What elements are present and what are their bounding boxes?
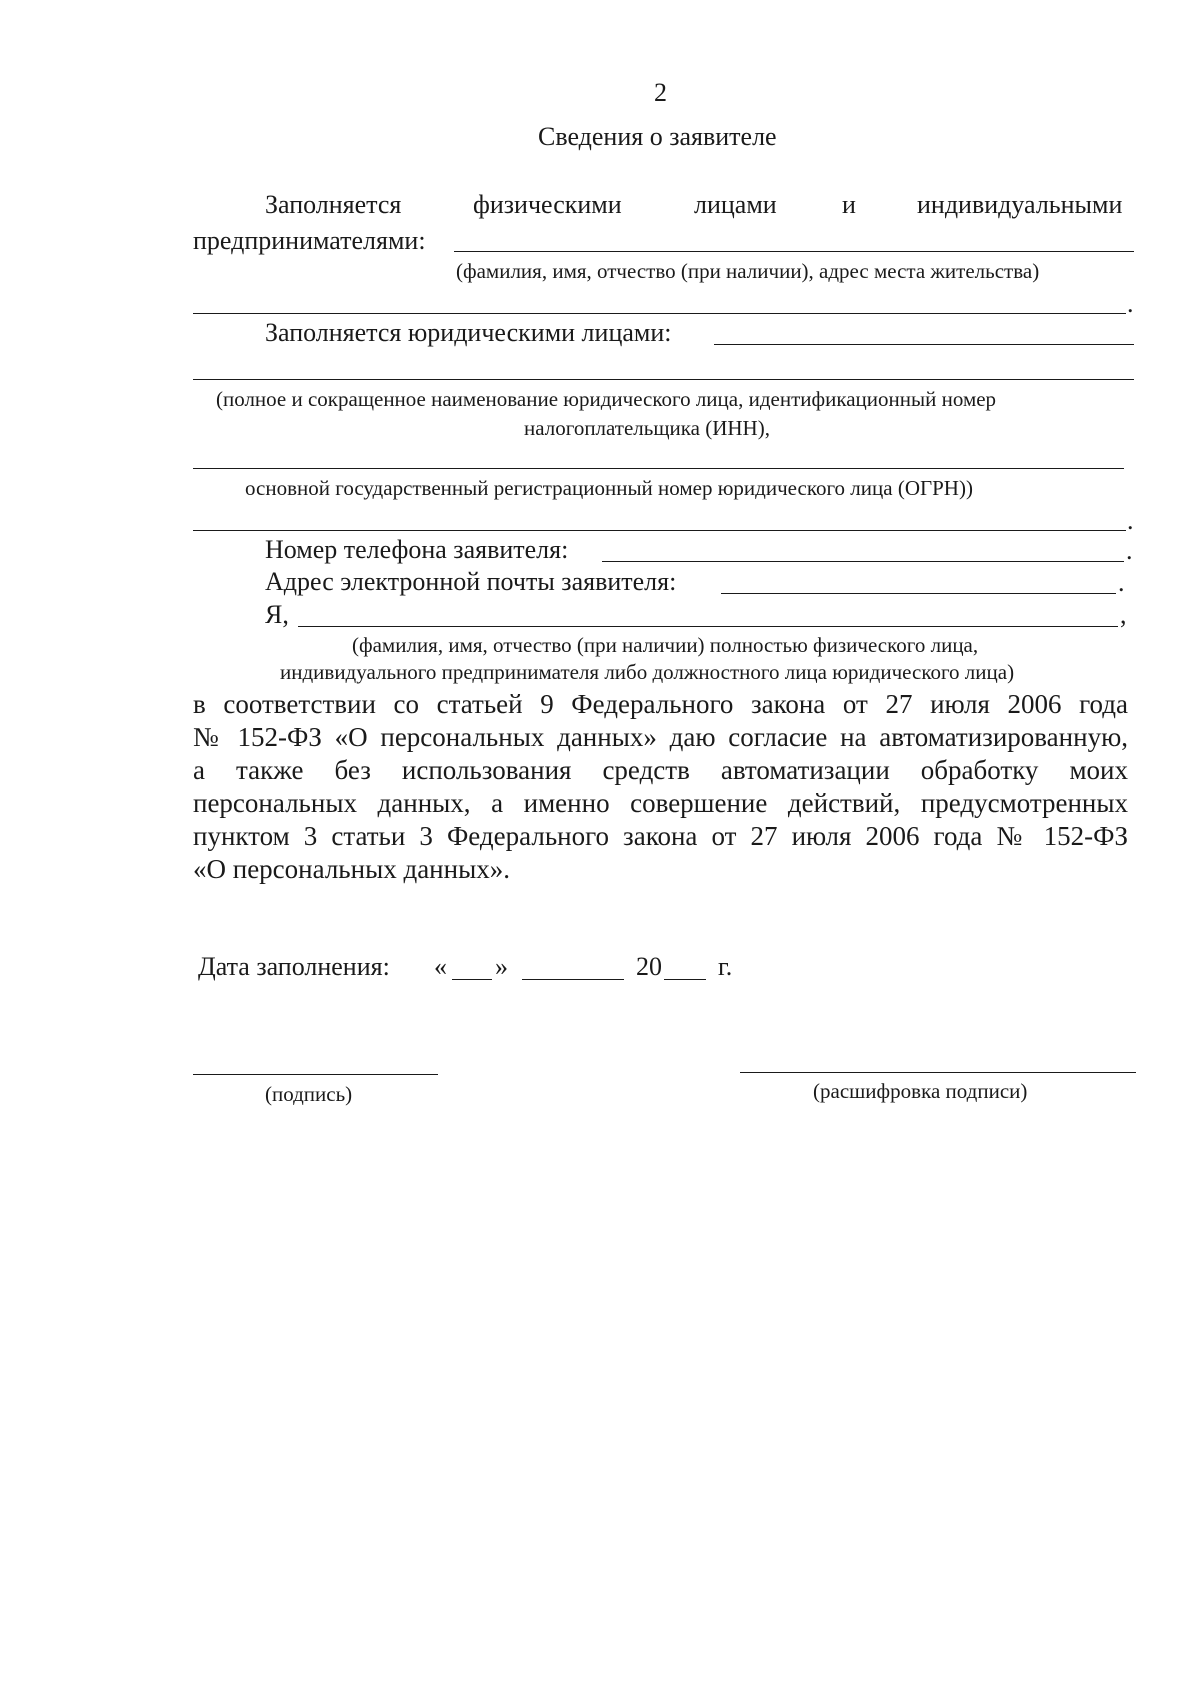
consent-name-field[interactable] (298, 626, 1118, 627)
individuals-word-4: и (842, 190, 856, 219)
date-year-field[interactable] (664, 979, 706, 980)
signature-transcript-field[interactable] (740, 1072, 1136, 1073)
consent-paragraph-line: а также без использования средств автоматизации обработку моих (193, 755, 1128, 785)
consent-paragraph-line: «О персональных данных». (193, 854, 510, 884)
email-field[interactable] (721, 593, 1116, 594)
consent-pronoun: Я, (265, 600, 289, 629)
consent-paragraph-line: персональных данных, а именно совершение действий, предусмотренных (193, 788, 1128, 818)
email-end-mark: . (1118, 568, 1125, 597)
legal-label: Заполняется юридическими лицами: (265, 318, 672, 347)
page-number: 2 (654, 78, 667, 107)
legal-ogrn-field[interactable] (193, 530, 1126, 531)
individuals-word-2: физическими (473, 190, 622, 219)
legal-end-mark: . (1127, 506, 1134, 535)
consent-paragraph-line: № 152-ФЗ «О персональных данных» даю согласие на автоматизированную, (193, 722, 1128, 752)
consent-paragraph-line: в соответствии со статьей 9 Федерального закона от 27 июля 2006 года (193, 689, 1128, 719)
consent-hint-line-2: индивидуального предпринимателя либо должностного лица юридического лица) (280, 660, 1015, 684)
signature-transcript-caption: (расшифровка подписи) (813, 1079, 1028, 1103)
date-month-field[interactable] (522, 979, 624, 980)
individuals-word-5: индивидуальными (917, 190, 1123, 219)
email-label: Адрес электронной почты заявителя: (265, 567, 677, 596)
individuals-address-field[interactable] (193, 313, 1126, 314)
legal-hint-line-2: налогоплательщика (ИНН), (524, 416, 770, 440)
individuals-end-mark: . (1127, 289, 1134, 318)
individuals-word-3: лицами (694, 190, 777, 219)
signature-caption: (подпись) (265, 1082, 353, 1106)
legal-hint-line-1: (полное и сокращенное наименование юридического лица, идентификационный номер (216, 387, 997, 411)
phone-label: Номер телефона заявителя: (265, 535, 569, 564)
signature-field[interactable] (193, 1074, 438, 1075)
individuals-hint: (фамилия, имя, отчество (при наличии), адрес места жительства) (456, 259, 1040, 283)
consent-paragraph (193, 688, 1128, 886)
legal-inn-field[interactable] (193, 468, 1124, 469)
date-open-quote: « (434, 952, 447, 981)
legal-field-full[interactable] (193, 379, 1134, 380)
phone-field[interactable] (602, 561, 1124, 562)
date-year-suffix: г. (718, 952, 733, 981)
consent-paragraph-line: пунктом 3 статьи 3 Федерального закона от 27 июля 2006 года № 152-ФЗ (193, 821, 1128, 851)
date-year-prefix: 20 (636, 952, 662, 981)
date-day-field[interactable] (452, 979, 492, 980)
consent-hint-line-1: (фамилия, имя, отчество (при наличии) полностью физического лица, (352, 633, 979, 657)
legal-field-inline[interactable] (714, 344, 1134, 345)
legal-hint-line-3: основной государственный регистрационный номер юридического лица (ОГРН)) (245, 476, 973, 500)
individuals-label: предпринимателями: (193, 226, 426, 255)
date-label: Дата заполнения: (198, 952, 390, 981)
page-title: Сведения о заявителе (538, 122, 777, 151)
individuals-word-1: Заполняется (265, 190, 402, 219)
individuals-name-field[interactable] (454, 251, 1134, 252)
consent-comma: , (1120, 600, 1127, 629)
date-close-quote: » (495, 952, 508, 981)
phone-end-mark: . (1126, 536, 1133, 565)
